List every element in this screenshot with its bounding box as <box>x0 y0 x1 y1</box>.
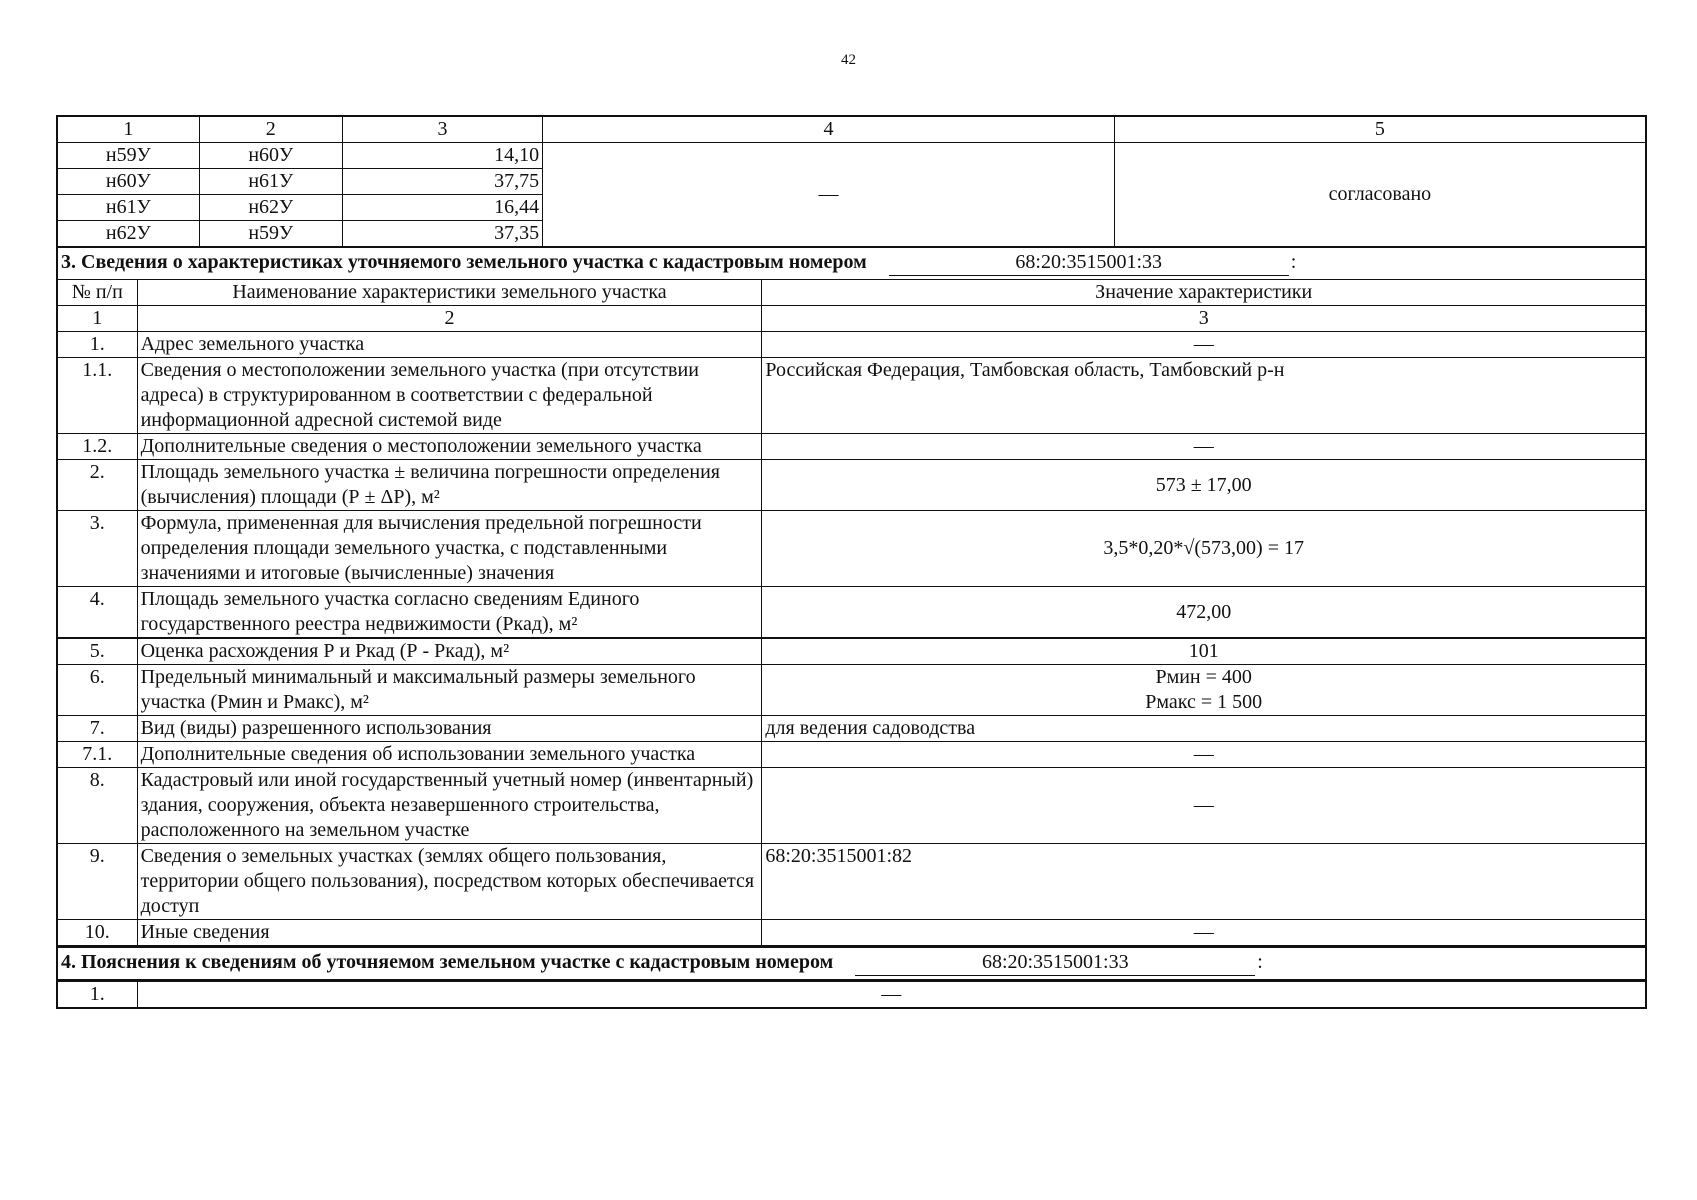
characteristic-name: Сведения о земельных участках (землях общего пользования, территории общего пользования), посредством которых обеспечивается доступ <box>137 844 762 920</box>
characteristic-num: 7. <box>57 716 137 742</box>
characteristic-name: Формула, примененная для вычисления предельной погрешности определения площади земельного участка, с подставленными значениями и итоговые (вычисленные) значения <box>137 511 762 587</box>
characteristic-row <box>57 587 1646 639</box>
characteristic-value: — <box>762 434 1646 460</box>
characteristic-name: Иные сведения <box>137 920 762 946</box>
characteristic-name: Оценка расхождения Р и Ркад (Р - Ркад), м² <box>137 638 762 665</box>
boundary-header-row <box>57 116 1646 143</box>
characteristic-num: 4. <box>57 587 137 639</box>
section4-row-value: — <box>137 981 1646 1008</box>
characteristic-value: 472,00 <box>762 587 1646 639</box>
boundary-col5-value: согласовано <box>1114 143 1646 247</box>
characteristic-value: Российская Федерация, Тамбовская область, Тамбовский р-н <box>762 358 1646 434</box>
point-to: н59У <box>199 221 342 247</box>
characteristic-num: 3. <box>57 511 137 587</box>
characteristic-row <box>57 434 1646 460</box>
boundary-table <box>56 115 1647 247</box>
header-value: Значение характеристики <box>762 280 1646 306</box>
characteristic-num: 1. <box>57 332 137 358</box>
section3-title-cell <box>57 248 1646 280</box>
characteristic-value: 573 ± 17,00 <box>762 460 1646 511</box>
colnum-cell: 3 <box>762 306 1646 332</box>
section4-colon: : <box>1257 951 1263 973</box>
characteristic-row <box>57 511 1646 587</box>
characteristic-name: Кадастровый или иной государственный учетный номер (инвентарный) здания, сооружения, объекта незавершенного строительства, расположенного на земельном участке <box>137 768 762 844</box>
characteristic-num: 6. <box>57 665 137 716</box>
characteristic-num: 2. <box>57 460 137 511</box>
characteristic-name: Дополнительные сведения об использовании земельного участка <box>137 742 762 768</box>
characteristic-num: 9. <box>57 844 137 920</box>
segment-length: 37,75 <box>342 169 542 195</box>
point-to: н62У <box>199 195 342 221</box>
characteristic-num: 10. <box>57 920 137 946</box>
characteristic-row <box>57 920 1646 946</box>
header-num: № п/п <box>57 280 137 306</box>
characteristic-value: — <box>762 332 1646 358</box>
point-from: н62У <box>57 221 199 247</box>
section3-heading <box>56 247 1647 280</box>
characteristic-name: Площадь земельного участка ± величина погрешности определения (вычисления) площади (Р ± ΔР), м² <box>137 460 762 511</box>
point-to: н61У <box>199 169 342 195</box>
characteristic-value: 101 <box>762 638 1646 665</box>
boundary-header-cell: 2 <box>199 116 342 143</box>
section4-heading <box>56 946 1647 980</box>
section4-table <box>56 980 1647 1009</box>
characteristic-value: Рмин = 400 Рмакс = 1 500 <box>762 665 1646 716</box>
characteristic-name: Дополнительные сведения о местоположении земельного участка <box>137 434 762 460</box>
characteristic-value: 68:20:3515001:82 <box>762 844 1646 920</box>
characteristic-row <box>57 638 1646 665</box>
boundary-header-cell: 5 <box>1114 116 1646 143</box>
page-number: 42 <box>841 52 856 68</box>
boundary-header-cell: 4 <box>543 116 1115 143</box>
boundary-col4-value: — <box>543 143 1115 247</box>
characteristic-num: 7.1. <box>57 742 137 768</box>
point-from: н59У <box>57 143 199 169</box>
characteristic-row <box>57 665 1646 716</box>
characteristic-num: 1.2. <box>57 434 137 460</box>
boundary-row <box>57 143 1646 169</box>
characteristic-num: 1.1. <box>57 358 137 434</box>
characteristic-value: — <box>762 768 1646 844</box>
characteristics-rows <box>57 332 1646 946</box>
section4-row <box>57 981 1646 1008</box>
section4-row-num: 1. <box>57 981 137 1008</box>
characteristic-row <box>57 844 1646 920</box>
characteristic-num: 5. <box>57 638 137 665</box>
characteristic-row <box>57 358 1646 434</box>
characteristic-value: — <box>762 920 1646 946</box>
characteristic-value: — <box>762 742 1646 768</box>
section4-title-cell <box>57 947 1646 980</box>
section3-colon: : <box>1290 251 1297 273</box>
segment-length: 14,10 <box>342 143 542 169</box>
characteristics-table <box>56 280 1647 946</box>
characteristic-name: Вид (виды) разрешенного использования <box>137 716 762 742</box>
characteristic-value: 3,5*0,20*√(573,00) = 17 <box>762 511 1646 587</box>
characteristic-row <box>57 742 1646 768</box>
characteristic-row <box>57 768 1646 844</box>
point-from: н61У <box>57 195 199 221</box>
point-to: н60У <box>199 143 342 169</box>
characteristic-name: Площадь земельного участка согласно сведениям Единого государственного реестра недвижимости (Ркад), м² <box>137 587 762 639</box>
document-sheet <box>56 115 1647 1009</box>
characteristics-header-row <box>57 280 1646 306</box>
characteristic-row <box>57 716 1646 742</box>
boundary-header-cell: 1 <box>57 116 199 143</box>
colnum-cell: 1 <box>57 306 137 332</box>
boundary-header-cell: 3 <box>342 116 542 143</box>
colnum-cell: 2 <box>137 306 762 332</box>
segment-length: 16,44 <box>342 195 542 221</box>
characteristic-name: Сведения о местоположении земельного участка (при отсутствии адреса) в структурированном в соответствии с федеральной информационной адресной системой виде <box>137 358 762 434</box>
point-from: н60У <box>57 169 199 195</box>
header-name: Наименование характеристики земельного участка <box>137 280 762 306</box>
segment-length: 37,35 <box>342 221 542 247</box>
characteristic-value: для ведения садоводства <box>762 716 1646 742</box>
section3-title: 3. Сведения о характеристиках уточняемого земельного участка с кадастровым номером <box>61 251 867 273</box>
characteristic-name: Предельный минимальный и максимальный размеры земельного участка (Рмин и Рмакс), м² <box>137 665 762 716</box>
characteristic-row <box>57 460 1646 511</box>
section3-cadastral-number: 68:20:3515001:33 <box>889 250 1289 276</box>
characteristic-row <box>57 332 1646 358</box>
characteristic-num: 8. <box>57 768 137 844</box>
characteristics-colnum-row <box>57 306 1646 332</box>
section4-cadastral-number: 68:20:3515001:33 <box>855 950 1255 976</box>
characteristic-name: Адрес земельного участка <box>137 332 762 358</box>
section4-title: 4. Пояснения к сведениям об уточняемом земельном участке с кадастровым номером <box>61 951 834 973</box>
